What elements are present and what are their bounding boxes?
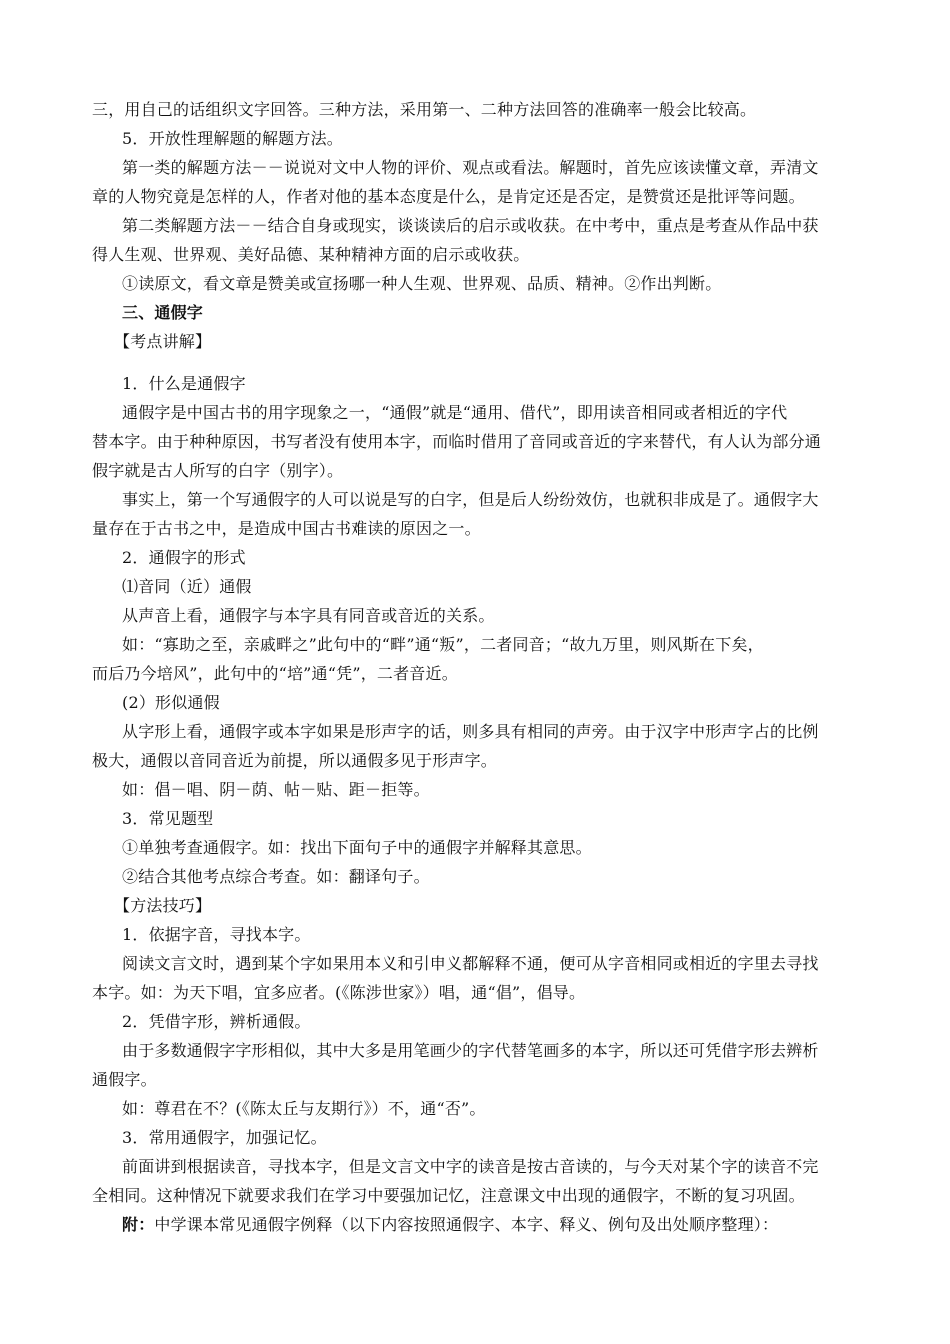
paragraph-line: 前面讲到根据读音，寻找本字，但是文言文中字的读音是按古音读的，与今天对某个字的读音不完: [122, 1157, 819, 1176]
paragraph-line: 事实上，第一个写通假字的人可以说是写的白字，但是后人纷纷效仿，也就积非成是了。通假字大: [122, 490, 819, 509]
item-heading: 3．常见题型: [122, 809, 214, 828]
subsection-label: 【方法技巧】: [114, 896, 212, 915]
subsection-label: 【考点讲解】: [114, 332, 212, 351]
paragraph-line: 从字形上看，通假字或本字如果是形声字的话，则多具有相同的声旁。由于汉字中形声字占的比例: [122, 722, 819, 741]
paragraph-line: ①单独考查通假字。如：找出下面句子中的通假字并解释其意思。: [122, 838, 592, 857]
paragraph-line: 而后乃今培风”，此句中的“培”通“凭”，二者音近。: [92, 664, 458, 683]
paragraph-line: 量存在于古书之中，是造成中国古书难读的原因之一。: [92, 519, 481, 538]
appendix-line: [122, 1215, 872, 1237]
item-heading: 1．依据字音，寻找本字。: [122, 925, 311, 944]
appendix-label: 附：: [122, 1215, 155, 1234]
paragraph-line: 章的人物究竟是怎样的人，作者对他的基本态度是什么，是肯定还是否定，是赞赏还是批评等问题。: [92, 187, 805, 206]
item-heading: ⑴音同（近）通假: [122, 577, 252, 596]
section-title: 三、通假字: [122, 303, 204, 322]
paragraph-line: 如：“寡助之至，亲戚畔之”此句中的“畔”通“叛”，二者同音；“故九万里，则风斯在下矣，: [122, 635, 764, 654]
paragraph-line: 得人生观、世界观、美好品德、某种精神方面的启示或收获。: [92, 245, 530, 264]
paragraph-line: 全相同。这种情况下就要求我们在学习中要强加记忆，注意课文中出现的通假字，不断的复习巩固。: [92, 1186, 805, 1205]
paragraph-line: 阅读文言文时，遇到某个字如果用本义和引申义都解释不通，便可从字音相同或相近的字里去寻找: [122, 954, 819, 973]
item-heading: 1．什么是通假字: [122, 374, 246, 393]
paragraph-line: 通假字是中国古书的用字现象之一，“通假”就是“通用、借代”，即用读音相同或者相近的字代: [122, 403, 788, 422]
paragraph-line: ②结合其他考点综合考查。如：翻译句子。: [122, 867, 430, 886]
item-heading: 5．开放性理解题的解题方法。: [122, 129, 343, 148]
paragraph-line: 三，用自己的话组织文字回答。三种方法，采用第一、二种方法回答的准确率一般会比较高。: [92, 100, 757, 119]
paragraph-line: 如：尊君在不？(《陈太丘与友期行》）不，通“否”。: [122, 1099, 486, 1118]
paragraph-line: 极大，通假以音同音近为前提，所以通假多见于形声字。: [92, 751, 498, 770]
appendix-text: 中学课本常见通假字例释（以下内容按照通假字、本字、释义、例句及出处顺序整理）：: [154, 1215, 779, 1234]
paragraph-line: 从声音上看，通假字与本字具有同音或音近的关系。: [122, 606, 495, 625]
paragraph-line: 替本字。由于种种原因，书写者没有使用本字，而临时借用了音同或音近的字来替代，有人认为部分通: [92, 432, 822, 451]
item-heading: 3．常用通假字，加强记忆。: [122, 1128, 327, 1147]
paragraph-line: 本字。如：为天下唱，宜多应者。(《陈涉世家》）唱，通“倡”，倡导。: [92, 983, 586, 1002]
item-heading: (2）形似通假: [122, 693, 220, 712]
paragraph-line: 由于多数通假字字形相似，其中大多是用笔画少的字代替笔画多的本字，所以还可凭借字形去辨析: [122, 1041, 819, 1060]
item-heading: 2．凭借字形，辨析通假。: [122, 1012, 311, 1031]
paragraph-line: 通假字。: [92, 1070, 157, 1089]
paragraph-line: 如：倡－唱、阴－荫、帖－贴、距－拒等。: [122, 780, 430, 799]
paragraph-line: ①读原文，看文章是赞美或宣扬哪一种人生观、世界观、品质、精神。②作出判断。: [122, 274, 722, 293]
paragraph-line: 第二类解题方法－－结合自身或现实，谈谈读后的启示或收获。在中考中，重点是考查从作品中获: [122, 216, 819, 235]
item-heading: 2．通假字的形式: [122, 548, 246, 567]
paragraph-line: 第一类的解题方法－－说说对文中人物的评价、观点或看法。解题时，首先应该读懂文章，弄清文: [122, 158, 819, 177]
paragraph-line: 假字就是古人所写的白字（别字）。: [92, 461, 344, 480]
